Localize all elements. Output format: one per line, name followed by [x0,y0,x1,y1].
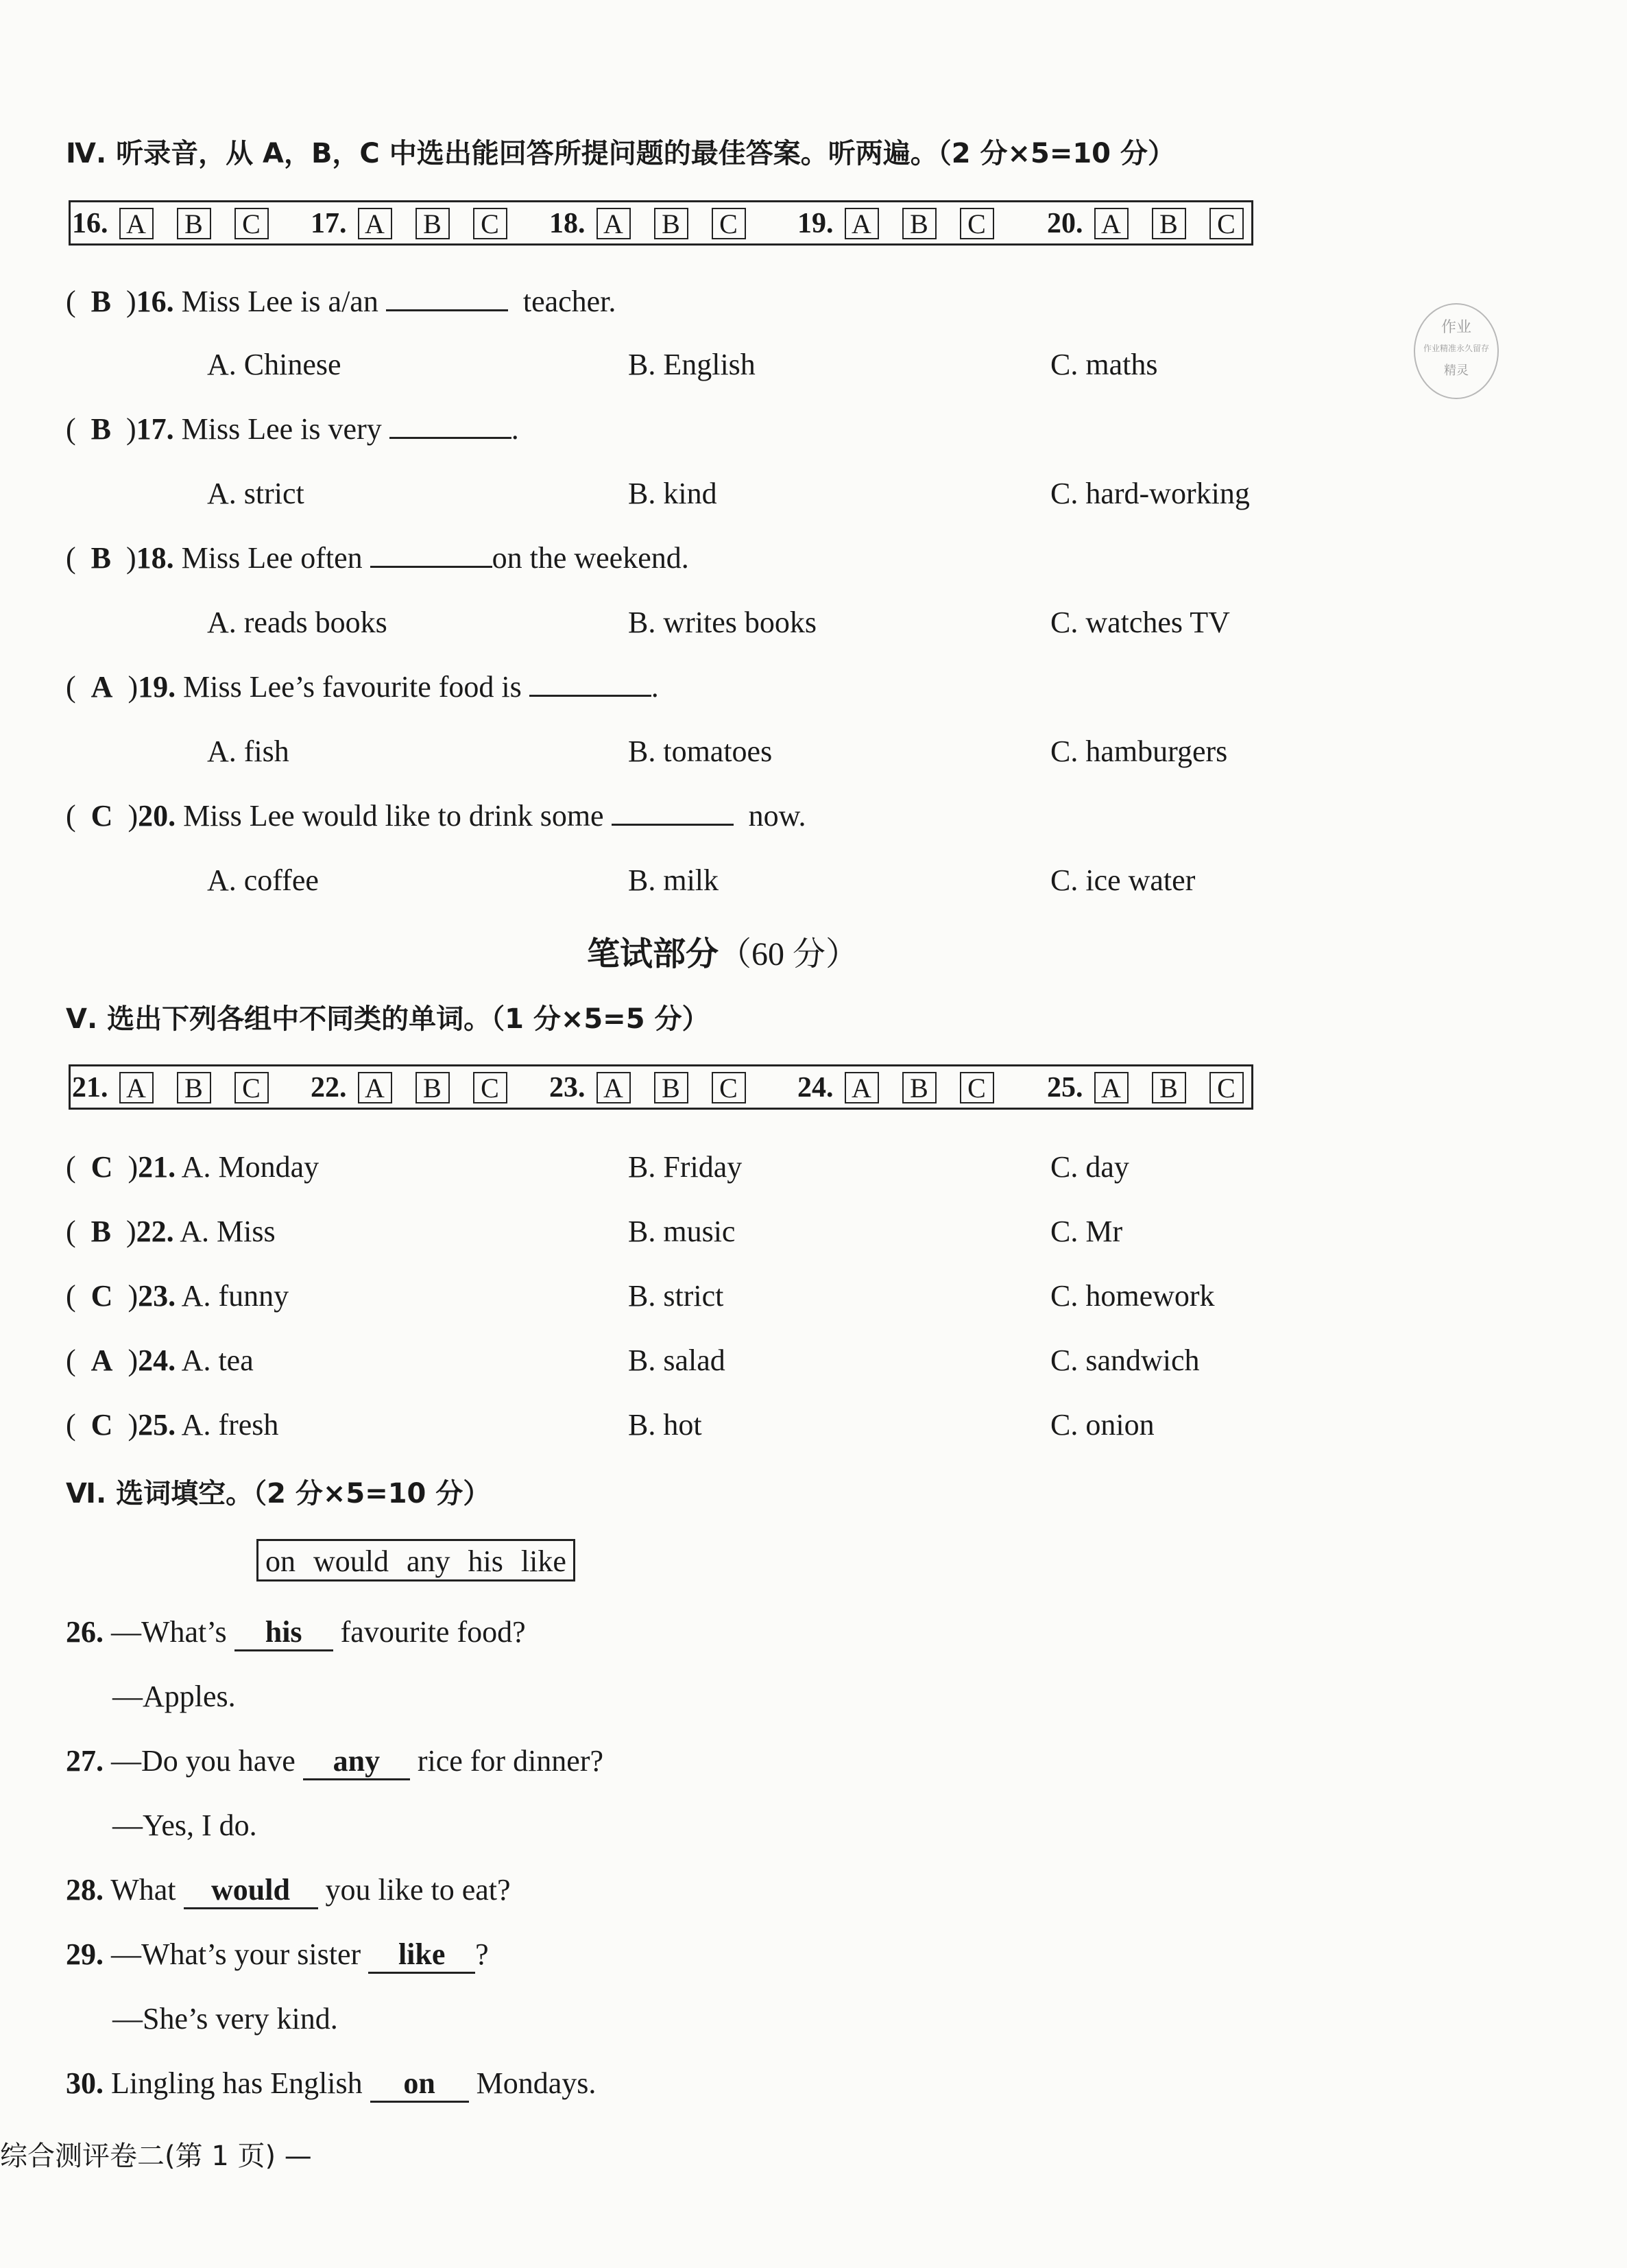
grid-item-20: 20. A B C [1047,207,1267,240]
option-23-c[interactable]: C. homework [1050,1279,1215,1313]
word-bank-item: any [407,1544,450,1578]
section-5-title: Ⅴ. 选出下列各组中不同类的单词。（1 分×5=5 分） [66,1003,710,1035]
option-16-a[interactable]: A. Chinese [207,348,341,381]
option-box-16-c[interactable]: C [234,208,269,239]
option-23-b[interactable]: B. strict [628,1279,724,1313]
question-19: ( A )19. Miss Lee’s favourite food is . [66,670,659,704]
grid-item-17: 17. A B C [311,207,531,240]
fill-answer-29[interactable]: like [368,1937,475,1974]
option-25-c[interactable]: C. onion [1050,1408,1155,1442]
option-box-22-b[interactable]: B [415,1072,450,1103]
blank-20[interactable] [612,799,734,826]
reply-29: —She’s very kind. [112,2002,338,2036]
fill-item-27: 27. —Do you have any rice for dinner? [66,1743,603,1780]
fill-answer-30[interactable]: on [370,2066,469,2103]
answer-18: B [91,541,112,575]
word-bank-item: would [313,1544,389,1578]
option-box-21-b[interactable]: B [177,1072,211,1103]
option-20-c[interactable]: C. ice water [1050,863,1196,897]
fill-answer-26[interactable]: his [234,1614,333,1651]
question-20: ( C )20. Miss Lee would like to drink some now. [66,799,806,833]
grid-item-16: 16. A B C [72,207,292,240]
answer-21: C [91,1150,113,1184]
option-box-21-a[interactable]: A [119,1072,154,1103]
option-18-b[interactable]: B. writes books [628,606,817,639]
fill-item-30: 30. Lingling has English on Mondays. [66,2066,596,2103]
option-22-b[interactable]: B. music [628,1215,736,1248]
option-box-17-c[interactable]: C [473,208,507,239]
option-box-22-a[interactable]: A [358,1072,392,1103]
option-19-c[interactable]: C. hamburgers [1050,735,1228,768]
option-16-b[interactable]: B. English [628,348,756,381]
option-box-18-b[interactable]: B [654,208,688,239]
option-23-a[interactable]: A. funny [181,1279,289,1313]
grid-item-21: 21. A B C [72,1071,292,1104]
grid-item-23: 23. A B C [549,1071,769,1104]
word-bank-item: like [520,1544,566,1578]
option-box-19-c[interactable]: C [960,208,994,239]
section-6-title: Ⅵ. 选词填空。（2 分×5=10 分） [66,1478,491,1509]
option-25-b[interactable]: B. hot [628,1408,702,1442]
answer-24: A [91,1344,113,1377]
answer-23: C [91,1279,113,1313]
fill-item-28: 28. What would you like to eat? [66,1872,511,1909]
answer-17: B [91,412,112,446]
reply-27: —Yes, I do. [112,1809,257,1842]
option-22-a[interactable]: A. Miss [180,1215,276,1248]
grid-item-19: 19. A B C [797,207,1017,240]
fill-answer-28[interactable]: would [184,1872,318,1909]
option-17-b[interactable]: B. kind [628,477,717,510]
fill-answer-27[interactable]: any [303,1743,410,1780]
written-section-title: 笔试部分（60 分） [587,935,859,973]
option-22-c[interactable]: C. Mr [1050,1215,1123,1248]
word-group-22: ( B )22. A. Miss [66,1215,276,1248]
grid-item-24: 24. A B C [797,1071,1017,1104]
answer-22: B [91,1215,112,1248]
option-box-16-a[interactable]: A [119,208,154,239]
blank-16[interactable] [386,285,508,311]
answer-19: A [91,670,113,704]
option-box-24-b[interactable]: B [902,1072,937,1103]
question-17: ( B )17. Miss Lee is very . [66,412,519,446]
word-group-23: ( C )23. A. funny [66,1279,289,1313]
answer-20: C [91,799,113,833]
option-box-21-c[interactable]: C [234,1072,269,1103]
option-24-a[interactable]: A. tea [181,1344,254,1377]
option-box-24-a[interactable]: A [845,1072,879,1103]
answer-16: B [91,285,112,318]
word-bank-item: his [468,1544,503,1578]
option-20-b[interactable]: B. milk [628,863,719,897]
option-box-23-a[interactable]: A [596,1072,631,1103]
word-bank [256,1539,575,1581]
option-box-18-c[interactable]: C [712,208,746,239]
option-box-25-a[interactable]: A [1094,1072,1129,1103]
option-box-25-b[interactable]: B [1152,1072,1186,1103]
section-4-title: Ⅳ. 听录音，从 A，B，C 中选出能回答所提问题的最佳答案。听两遍。（2 分×5=10 分） [66,138,1175,169]
blank-17[interactable] [389,412,511,439]
grid-item-18: 18. A B C [549,207,769,240]
page-footer: 综合测评卷二(第 1 页) — [0,2140,312,2172]
option-21-a[interactable]: A. Monday [181,1150,320,1184]
option-20-a[interactable]: A. coffee [207,863,319,897]
option-21-b[interactable]: B. Friday [628,1150,743,1184]
option-17-c[interactable]: C. hard-working [1050,477,1250,510]
fill-item-26: 26. —What’s his favourite food? [66,1614,526,1651]
blank-19[interactable] [529,670,651,697]
option-17-a[interactable]: A. strict [207,477,304,510]
word-group-25: ( C )25. A. fresh [66,1408,279,1442]
option-box-20-a[interactable]: A [1094,208,1129,239]
option-box-22-c[interactable]: C [473,1072,507,1103]
option-box-19-a[interactable]: A [845,208,879,239]
word-group-24: ( A )24. A. tea [66,1344,254,1377]
option-box-25-c[interactable]: C [1209,1072,1244,1103]
answer-grid-16-20 [69,200,1253,246]
reply-26: —Apples. [112,1680,236,1713]
watermark-stamp: 作业 作业精准永久留存 精灵 [1414,303,1499,399]
option-24-c[interactable]: C. sandwich [1050,1344,1200,1377]
question-18: ( B )18. Miss Lee often on the weekend. [66,541,689,575]
grid-item-25: 25. A B C [1047,1071,1267,1104]
option-box-20-c[interactable]: C [1209,208,1244,239]
option-box-20-b[interactable]: B [1152,208,1186,239]
option-box-16-b[interactable]: B [177,208,211,239]
blank-18[interactable] [370,541,492,568]
question-16: ( B )16. Miss Lee is a/an teacher. [66,285,616,318]
option-18-a[interactable]: A. reads books [207,606,387,639]
option-box-23-b[interactable]: B [654,1072,688,1103]
option-16-c[interactable]: C. maths [1050,348,1158,381]
option-box-17-a[interactable]: A [358,208,392,239]
word-group-21: ( C )21. A. Monday [66,1150,320,1184]
option-box-18-a[interactable]: A [596,208,631,239]
option-box-17-b[interactable]: B [415,208,450,239]
option-box-19-b[interactable]: B [902,208,937,239]
option-25-a[interactable]: A. fresh [181,1408,279,1442]
answer-grid-21-25 [69,1064,1253,1110]
option-19-b[interactable]: B. tomatoes [628,735,773,768]
word-bank-item: on [265,1544,296,1578]
option-box-23-c[interactable]: C [712,1072,746,1103]
option-19-a[interactable]: A. fish [207,735,289,768]
option-18-c[interactable]: C. watches TV [1050,606,1230,639]
grid-item-22: 22. A B C [311,1071,531,1104]
option-21-c[interactable]: C. day [1050,1150,1129,1184]
answer-25: C [91,1408,113,1442]
option-box-24-c[interactable]: C [960,1072,994,1103]
fill-item-29: 29. —What’s your sister like ? [66,1937,489,1974]
option-24-b[interactable]: B. salad [628,1344,725,1377]
